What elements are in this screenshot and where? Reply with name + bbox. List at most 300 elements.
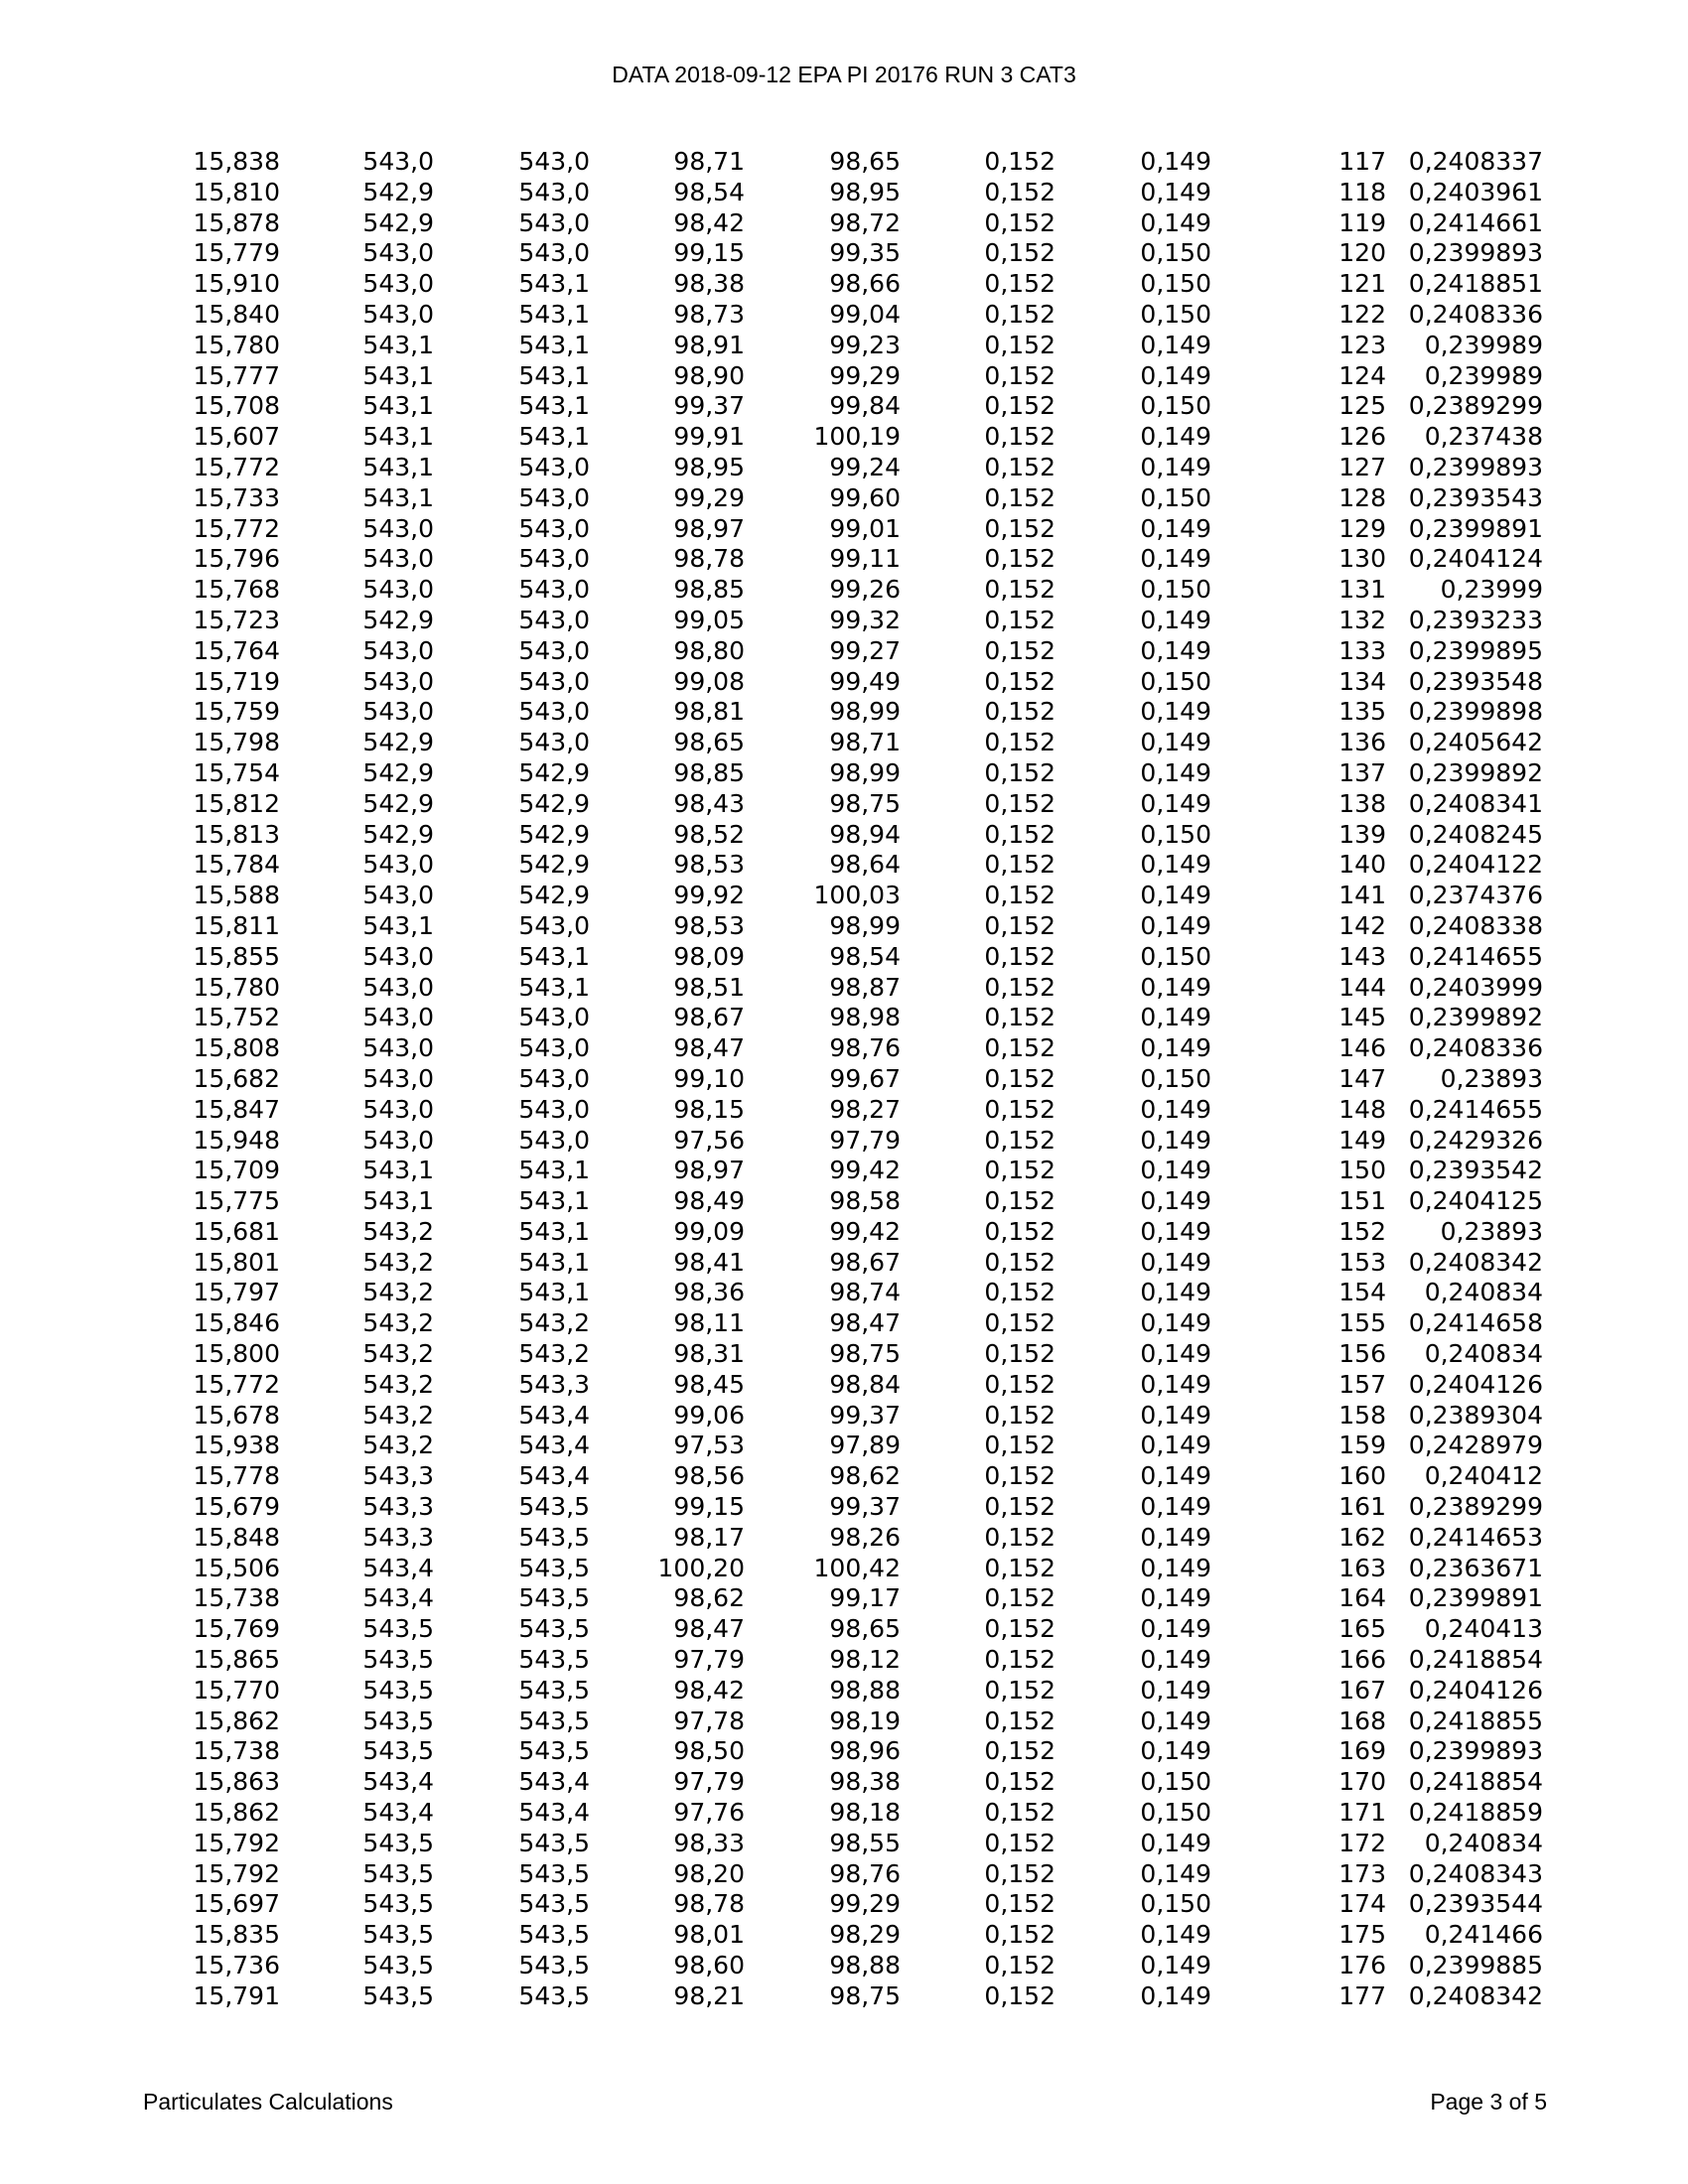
table-cell: 543,5	[362, 1614, 434, 1644]
table-cell: 0,152	[984, 269, 1055, 299]
table-row	[149, 850, 1543, 881]
table-cell: 0,149	[1140, 1645, 1211, 1675]
table-row	[149, 911, 1543, 942]
table-cell: 99,15	[673, 1492, 745, 1522]
table-cell: 543,0	[362, 941, 434, 971]
table-cell: 0,2399891	[1408, 1583, 1543, 1613]
table-cell: 15,738	[193, 1583, 280, 1613]
table-cell: 99,49	[829, 666, 901, 696]
table-cell: 98,65	[673, 728, 745, 757]
table-cell: 98,88	[829, 1951, 901, 1980]
table-cell: 0,2399892	[1408, 757, 1543, 787]
table-cell: 15,506	[193, 1553, 280, 1582]
table-cell: 0,152	[984, 177, 1055, 206]
table-row	[149, 1248, 1543, 1279]
table-cell: 0,2404122	[1408, 850, 1543, 880]
table-cell: 0,152	[984, 1583, 1055, 1613]
table-cell: 177	[1338, 1980, 1386, 2010]
table-cell: 543,2	[362, 1216, 434, 1246]
table-cell: 543,3	[362, 1522, 434, 1552]
table-cell: 97,53	[673, 1431, 745, 1460]
table-cell: 0,152	[984, 1369, 1055, 1399]
table-cell: 543,2	[362, 1400, 434, 1430]
table-cell: 0,152	[984, 575, 1055, 605]
table-cell: 0,152	[984, 757, 1055, 787]
table-cell: 98,31	[673, 1339, 745, 1369]
table-cell: 15,847	[193, 1094, 280, 1124]
table-cell: 0,150	[1140, 819, 1211, 849]
table-cell: 15,697	[193, 1889, 280, 1919]
table-cell: 543,5	[518, 1553, 590, 1582]
table-cell: 542,9	[518, 757, 590, 787]
table-cell: 0,152	[984, 1920, 1055, 1950]
table-cell: 543,1	[518, 299, 590, 329]
table-cell: 543,0	[362, 1033, 434, 1063]
table-cell: 141	[1338, 881, 1386, 910]
table-cell: 0,152	[984, 1033, 1055, 1063]
table-cell: 15,812	[193, 788, 280, 818]
table-cell: 543,1	[362, 422, 434, 452]
table-cell: 0,150	[1140, 269, 1211, 299]
table-cell: 121	[1338, 269, 1386, 299]
table-cell: 99,15	[673, 238, 745, 268]
table-cell: 0,2399893	[1408, 238, 1543, 268]
table-cell: 145	[1338, 1003, 1386, 1032]
table-cell: 99,37	[673, 391, 745, 421]
table-cell: 0,149	[1140, 330, 1211, 359]
table-row	[149, 147, 1543, 178]
table-cell: 162	[1338, 1522, 1386, 1552]
table-cell: 0,2414658	[1408, 1308, 1543, 1338]
table-cell: 0,149	[1140, 1003, 1211, 1032]
table-cell: 15,779	[193, 238, 280, 268]
table-cell: 117	[1338, 147, 1386, 176]
table-cell: 98,67	[829, 1247, 901, 1277]
table-row	[149, 422, 1543, 453]
table-row	[149, 1461, 1543, 1492]
table-cell: 543,5	[362, 1828, 434, 1857]
table-row	[149, 1186, 1543, 1217]
table-cell: 543,0	[362, 697, 434, 727]
table-cell: 543,0	[518, 635, 590, 665]
table-cell: 175	[1338, 1920, 1386, 1950]
table-cell: 0,152	[984, 972, 1055, 1002]
table-cell: 543,0	[518, 147, 590, 176]
table-cell: 0,152	[984, 360, 1055, 390]
table-cell: 543,1	[362, 482, 434, 512]
table-cell: 543,5	[518, 1736, 590, 1766]
table-cell: 0,152	[984, 1706, 1055, 1735]
table-cell: 543,0	[362, 544, 434, 574]
table-cell: 98,18	[829, 1798, 901, 1828]
table-cell: 543,4	[518, 1431, 590, 1460]
table-cell: 0,2399898	[1408, 697, 1543, 727]
table-cell: 0,149	[1140, 360, 1211, 390]
table-cell: 99,05	[673, 605, 745, 634]
table-row	[149, 1767, 1543, 1798]
table-cell: 0,2403961	[1408, 177, 1543, 206]
table-cell: 0,2404126	[1408, 1675, 1543, 1705]
table-cell: 0,149	[1140, 697, 1211, 727]
table-cell: 98,99	[829, 697, 901, 727]
table-cell: 99,26	[829, 575, 901, 605]
table-cell: 98,12	[829, 1645, 901, 1675]
table-cell: 543,1	[518, 1278, 590, 1307]
table-cell: 0,2389304	[1408, 1400, 1543, 1430]
table-cell: 0,152	[984, 1736, 1055, 1766]
table-cell: 98,71	[829, 728, 901, 757]
table-cell: 149	[1338, 1125, 1386, 1155]
table-row	[149, 1523, 1543, 1554]
table-row	[149, 1583, 1543, 1614]
table-cell: 543,1	[362, 1156, 434, 1185]
table-cell: 0,149	[1140, 1431, 1211, 1460]
table-cell: 0,149	[1140, 910, 1211, 940]
table-cell: 98,38	[829, 1767, 901, 1797]
table-cell: 0,150	[1140, 1889, 1211, 1919]
table-cell: 99,37	[829, 1492, 901, 1522]
table-cell: 98,73	[673, 299, 745, 329]
table-cell: 176	[1338, 1951, 1386, 1980]
table-cell: 0,149	[1140, 605, 1211, 634]
table-cell: 543,4	[362, 1583, 434, 1613]
table-cell: 161	[1338, 1492, 1386, 1522]
table-cell: 98,91	[673, 330, 745, 359]
table-row	[149, 1645, 1543, 1676]
table-cell: 98,81	[673, 697, 745, 727]
table-cell: 0,152	[984, 1156, 1055, 1185]
table-cell: 543,1	[518, 422, 590, 452]
table-cell: 15,792	[193, 1858, 280, 1888]
table-cell: 98,95	[829, 177, 901, 206]
table-cell: 0,2428979	[1408, 1431, 1543, 1460]
table-row	[149, 758, 1543, 789]
table-cell: 98,52	[673, 819, 745, 849]
table-cell: 0,152	[984, 1767, 1055, 1797]
table-cell: 138	[1338, 788, 1386, 818]
table-cell: 543,5	[362, 1858, 434, 1888]
table-cell: 0,2429326	[1408, 1125, 1543, 1155]
table-cell: 543,5	[518, 1889, 590, 1919]
table-row	[149, 942, 1543, 973]
table-cell: 15,862	[193, 1706, 280, 1735]
table-cell: 0,152	[984, 513, 1055, 543]
table-cell: 543,0	[362, 1063, 434, 1093]
table-cell: 15,878	[193, 207, 280, 237]
table-cell: 543,0	[518, 910, 590, 940]
table-cell: 542,9	[518, 850, 590, 880]
table-cell: 98,66	[829, 269, 901, 299]
table-cell: 0,149	[1140, 147, 1211, 176]
table-cell: 15,723	[193, 605, 280, 634]
table-cell: 543,5	[362, 1706, 434, 1735]
table-cell: 542,9	[518, 788, 590, 818]
table-row	[149, 1951, 1543, 1981]
table-cell: 0,149	[1140, 1247, 1211, 1277]
table-cell: 99,29	[829, 1889, 901, 1919]
table-cell: 99,10	[673, 1063, 745, 1093]
table-cell: 0,150	[1140, 575, 1211, 605]
table-cell: 542,9	[362, 177, 434, 206]
table-cell: 0,152	[984, 1339, 1055, 1369]
table-cell: 99,91	[673, 422, 745, 452]
table-cell: 0,152	[984, 1675, 1055, 1705]
table-cell: 132	[1338, 605, 1386, 634]
table-cell: 15,808	[193, 1033, 280, 1063]
table-cell: 98,21	[673, 1980, 745, 2010]
table-cell: 0,2403999	[1408, 972, 1543, 1002]
table-cell: 543,0	[518, 1063, 590, 1093]
table-cell: 98,43	[673, 788, 745, 818]
table-cell: 543,2	[518, 1308, 590, 1338]
table-cell: 99,32	[829, 605, 901, 634]
table-cell: 0,149	[1140, 1033, 1211, 1063]
table-cell: 0,152	[984, 1216, 1055, 1246]
table-cell: 0,149	[1140, 452, 1211, 481]
table-cell: 0,149	[1140, 1308, 1211, 1338]
table-cell: 0,2399893	[1408, 452, 1543, 481]
table-cell: 543,5	[518, 1858, 590, 1888]
table-cell: 543,1	[518, 1186, 590, 1216]
table-cell: 98,65	[829, 147, 901, 176]
table-cell: 543,5	[518, 1522, 590, 1552]
table-cell: 543,4	[518, 1461, 590, 1491]
table-row	[149, 178, 1543, 208]
table-cell: 0,152	[984, 330, 1055, 359]
table-row	[149, 1308, 1543, 1339]
table-cell: 15,772	[193, 513, 280, 543]
table-cell: 543,4	[362, 1767, 434, 1797]
table-cell: 543,3	[362, 1492, 434, 1522]
table-cell: 15,769	[193, 1614, 280, 1644]
table-cell: 0,152	[984, 1125, 1055, 1155]
table-cell: 15,846	[193, 1308, 280, 1338]
table-cell: 543,2	[362, 1339, 434, 1369]
table-cell: 98,38	[673, 269, 745, 299]
table-cell: 543,0	[362, 513, 434, 543]
table-cell: 0,149	[1140, 177, 1211, 206]
table-cell: 15,778	[193, 1461, 280, 1491]
table-cell: 98,64	[829, 850, 901, 880]
table-row	[149, 300, 1543, 331]
table-cell: 0,2414655	[1408, 1094, 1543, 1124]
table-cell: 542,9	[362, 605, 434, 634]
table-cell: 15,678	[193, 1400, 280, 1430]
table-cell: 15,764	[193, 635, 280, 665]
table-cell: 98,50	[673, 1736, 745, 1766]
data-table	[149, 147, 1543, 2012]
table-cell: 98,99	[829, 910, 901, 940]
table-cell: 0,2404125	[1408, 1186, 1543, 1216]
table-cell: 0,149	[1140, 972, 1211, 1002]
table-row	[149, 1859, 1543, 1890]
table-cell: 98,55	[829, 1828, 901, 1857]
table-cell: 0,149	[1140, 635, 1211, 665]
table-cell: 543,1	[518, 269, 590, 299]
table-cell: 0,152	[984, 605, 1055, 634]
table-row	[149, 1706, 1543, 1737]
footer-document-name: Particulates Calculations	[143, 2089, 393, 2115]
table-cell: 98,90	[673, 360, 745, 390]
table-cell: 98,72	[829, 207, 901, 237]
table-cell: 15,709	[193, 1156, 280, 1185]
table-cell: 0,2399892	[1408, 1003, 1543, 1032]
table-cell: 0,2389299	[1408, 391, 1543, 421]
table-cell: 151	[1338, 1186, 1386, 1216]
table-cell: 0,150	[1140, 238, 1211, 268]
table-cell: 543,4	[362, 1798, 434, 1828]
table-cell: 15,840	[193, 299, 280, 329]
table-cell: 98,42	[673, 1675, 745, 1705]
table-cell: 0,149	[1140, 1675, 1211, 1705]
table-cell: 99,24	[829, 452, 901, 481]
table-cell: 0,2414655	[1408, 941, 1543, 971]
table-row	[149, 1003, 1543, 1033]
table-cell: 98,47	[673, 1033, 745, 1063]
table-cell: 0,149	[1140, 422, 1211, 452]
table-cell: 0,2405642	[1408, 728, 1543, 757]
table-cell: 99,67	[829, 1063, 901, 1093]
table-row	[149, 636, 1543, 667]
table-cell: 543,0	[362, 238, 434, 268]
table-cell: 97,56	[673, 1125, 745, 1155]
table-cell: 154	[1338, 1278, 1386, 1307]
table-cell: 0,152	[984, 1400, 1055, 1430]
table-cell: 98,51	[673, 972, 745, 1002]
table-row	[149, 1614, 1543, 1645]
table-cell: 15,792	[193, 1828, 280, 1857]
table-cell: 543,2	[362, 1278, 434, 1307]
table-cell: 0,152	[984, 1461, 1055, 1491]
table-row	[149, 1064, 1543, 1095]
table-cell: 15,797	[193, 1278, 280, 1307]
table-cell: 0,23893	[1440, 1216, 1543, 1246]
table-cell: 543,2	[362, 1369, 434, 1399]
table-cell: 0,149	[1140, 1156, 1211, 1185]
table-cell: 99,84	[829, 391, 901, 421]
table-cell: 98,45	[673, 1369, 745, 1399]
table-row	[149, 820, 1543, 851]
table-cell: 0,152	[984, 544, 1055, 574]
table-cell: 543,1	[518, 330, 590, 359]
table-cell: 0,149	[1140, 1920, 1211, 1950]
table-cell: 155	[1338, 1308, 1386, 1338]
table-cell: 15,768	[193, 575, 280, 605]
table-cell: 542,9	[362, 728, 434, 757]
table-cell: 543,5	[362, 1920, 434, 1950]
table-cell: 98,98	[829, 1003, 901, 1032]
table-cell: 543,1	[518, 391, 590, 421]
table-cell: 0,152	[984, 666, 1055, 696]
table-cell: 0,152	[984, 1278, 1055, 1307]
table-cell: 542,9	[362, 207, 434, 237]
table-cell: 15,938	[193, 1431, 280, 1460]
table-cell: 0,152	[984, 422, 1055, 452]
table-cell: 99,17	[829, 1583, 901, 1613]
table-cell: 0,237438	[1424, 422, 1543, 452]
table-cell: 0,152	[984, 1431, 1055, 1460]
table-cell: 543,5	[518, 1980, 590, 2010]
table-cell: 15,811	[193, 910, 280, 940]
table-cell: 0,152	[984, 941, 1055, 971]
table-cell: 542,9	[518, 819, 590, 849]
table-cell: 543,0	[362, 666, 434, 696]
table-cell: 543,5	[518, 1951, 590, 1980]
table-cell: 0,2374376	[1408, 881, 1543, 910]
table-cell: 15,681	[193, 1216, 280, 1246]
table-cell: 160	[1338, 1461, 1386, 1491]
table-cell: 15,798	[193, 728, 280, 757]
table-cell: 15,752	[193, 1003, 280, 1032]
table-cell: 0,149	[1140, 1369, 1211, 1399]
table-cell: 0,239989	[1424, 360, 1543, 390]
table-row	[149, 697, 1543, 728]
table-row	[149, 1339, 1543, 1370]
table-cell: 0,152	[984, 728, 1055, 757]
table-cell: 164	[1338, 1583, 1386, 1613]
table-cell: 0,23893	[1440, 1063, 1543, 1093]
table-cell: 543,5	[518, 1492, 590, 1522]
table-cell: 99,27	[829, 635, 901, 665]
table-cell: 98,85	[673, 757, 745, 787]
table-cell: 0,240834	[1424, 1828, 1543, 1857]
table-cell: 0,149	[1140, 207, 1211, 237]
table-cell: 0,152	[984, 1645, 1055, 1675]
table-cell: 98,58	[829, 1186, 901, 1216]
table-cell: 172	[1338, 1828, 1386, 1857]
table-cell: 99,04	[829, 299, 901, 329]
table-cell: 0,149	[1140, 1400, 1211, 1430]
table-cell: 0,149	[1140, 1828, 1211, 1857]
table-cell: 100,42	[813, 1553, 901, 1582]
table-cell: 156	[1338, 1339, 1386, 1369]
table-cell: 129	[1338, 513, 1386, 543]
table-cell: 0,240412	[1424, 1461, 1543, 1491]
table-cell: 136	[1338, 728, 1386, 757]
table-cell: 0,152	[984, 881, 1055, 910]
table-cell: 0,152	[984, 1247, 1055, 1277]
table-cell: 15,813	[193, 819, 280, 849]
table-cell: 0,152	[984, 819, 1055, 849]
table-cell: 0,152	[984, 1553, 1055, 1582]
table-cell: 137	[1338, 757, 1386, 787]
table-cell: 98,33	[673, 1828, 745, 1857]
table-cell: 99,29	[829, 360, 901, 390]
table-cell: 168	[1338, 1706, 1386, 1735]
table-cell: 125	[1338, 391, 1386, 421]
table-cell: 543,4	[518, 1798, 590, 1828]
table-cell: 99,29	[673, 482, 745, 512]
table-cell: 134	[1338, 666, 1386, 696]
table-cell: 99,42	[829, 1216, 901, 1246]
table-cell: 15,719	[193, 666, 280, 696]
table-cell: 543,1	[362, 360, 434, 390]
table-cell: 97,79	[829, 1125, 901, 1155]
table-cell: 98,95	[673, 452, 745, 481]
table-row	[149, 1095, 1543, 1126]
table-cell: 543,2	[362, 1308, 434, 1338]
table-cell: 0,2414653	[1408, 1522, 1543, 1552]
table-cell: 139	[1338, 819, 1386, 849]
table-cell: 0,2399895	[1408, 635, 1543, 665]
table-cell: 98,17	[673, 1522, 745, 1552]
table-row	[149, 606, 1543, 636]
table-cell: 153	[1338, 1247, 1386, 1277]
table-row	[149, 1278, 1543, 1308]
table-cell: 543,5	[518, 1706, 590, 1735]
table-cell: 0,152	[984, 452, 1055, 481]
table-cell: 98,62	[829, 1461, 901, 1491]
